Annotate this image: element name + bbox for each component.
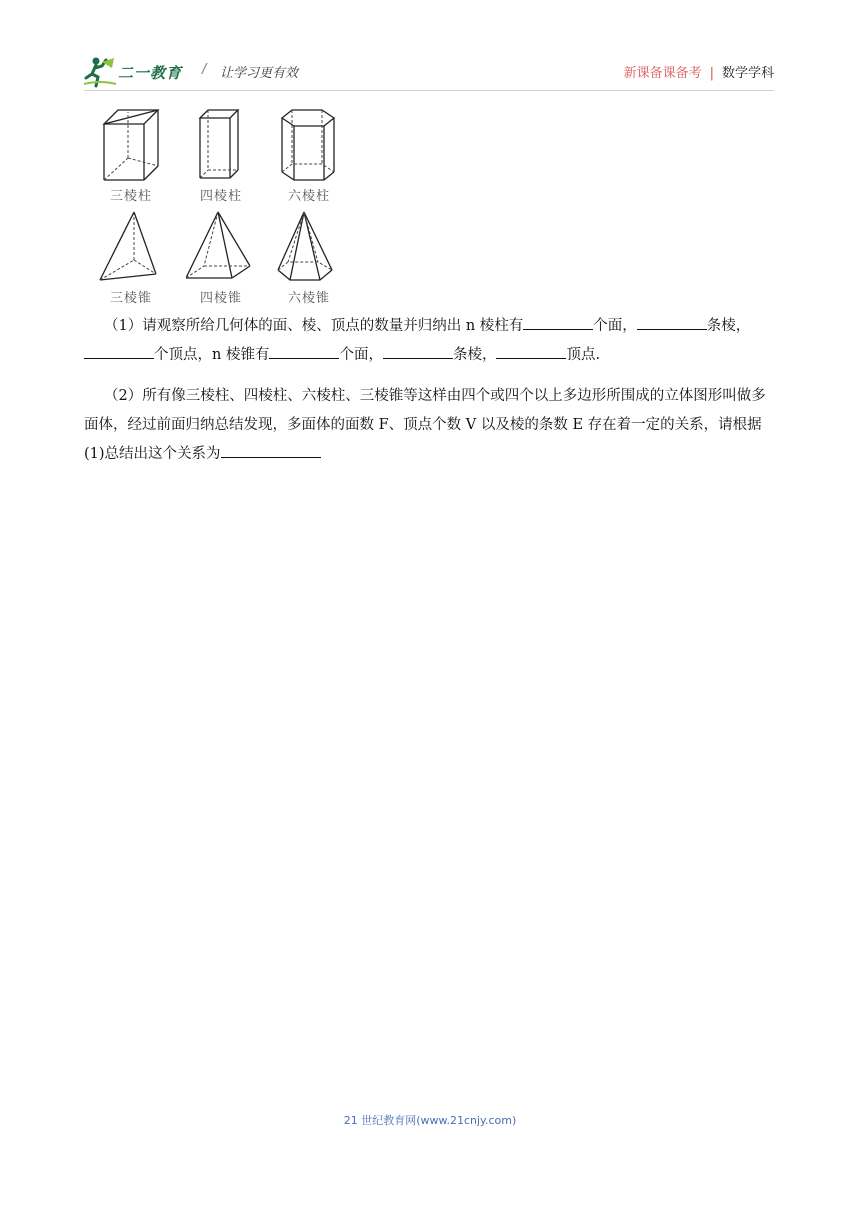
page-footer: 21 世纪教育网(www.21cnjy.com) [343,1114,517,1127]
figure-hexagonal-prism [274,106,344,204]
answer-blank[interactable] [523,313,593,330]
triangular-pyramid-icon [96,208,166,286]
q1-text-a: （1）请观察所给几何体的面、棱、顶点的数量并归纳出 n 棱柱有 [104,318,524,334]
figure-square-prism [186,106,256,204]
square-prism-icon [186,106,256,184]
header-right [624,62,774,81]
figure-caption: 六棱柱 [287,189,330,204]
question-1 [84,312,774,370]
answer-blank[interactable] [269,342,339,359]
q2-text: （2）所有像三棱柱、四棱柱、六棱柱、三棱锥等这样由四个或四个以上多边形所围成的立体图形叫做多面体，经过前面归纳总结发现，多面体的面数 F、顶点个数 V 以及棱的条数 E 存在着一定的关系，请根据(1)总结出这个关系为 [84,388,766,462]
hexagonal-prism-icon [274,106,344,184]
course-label: 新课备课备考 [623,66,702,81]
figure-caption: 六棱锥 [287,291,330,306]
header-rule [84,90,774,91]
figure-triangular-pyramid [96,208,166,306]
q1-text-e: 个面， [339,347,383,363]
q1-text-b: 个面， [593,318,637,334]
hexagonal-pyramid-icon [274,208,344,286]
answer-blank[interactable] [221,441,321,458]
subject-label: 数学学科 [721,66,774,81]
figure-caption: 四棱锥 [199,291,242,306]
solid-figures [96,106,346,306]
runner-logo-icon [84,56,118,88]
q1-text-f: 条棱， [452,347,497,363]
slogan-separator: / [202,62,207,77]
answer-blank[interactable] [496,342,566,359]
figure-caption: 四棱柱 [199,189,242,204]
figure-caption: 三棱锥 [109,291,152,306]
answer-blank[interactable] [84,342,154,359]
figure-square-pyramid [186,208,256,306]
logo-text: 二一教育 [118,64,183,82]
q1-text-d: 个顶点，n 棱锥有 [154,347,270,363]
slogan: 让学习更有效 [220,66,299,81]
triangular-prism-icon [96,106,166,184]
q1-text-g: 顶点. [566,347,601,363]
answer-blank[interactable] [383,342,453,359]
q1-text-c: 条棱， [706,318,751,334]
question-2 [84,382,774,469]
figure-triangular-prism [96,106,166,204]
square-pyramid-icon [186,208,256,286]
answer-blank[interactable] [637,313,707,330]
figure-caption: 三棱柱 [109,189,152,204]
logo [84,56,190,88]
figure-hexagonal-pyramid [274,208,344,306]
header-divider: | [709,66,714,81]
page-header [84,56,774,90]
